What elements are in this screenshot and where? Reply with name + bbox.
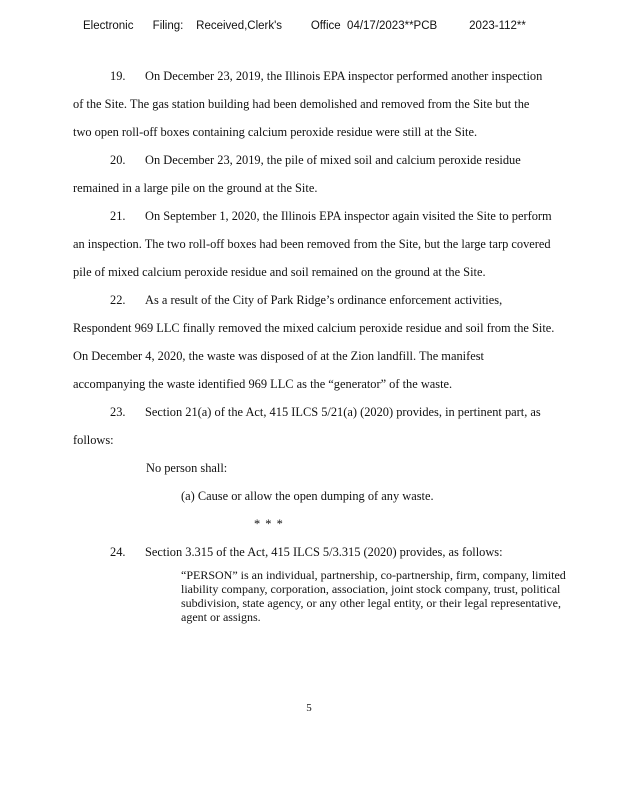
header-date: 04/17/2023**PCB <box>347 20 438 32</box>
paragraph-text: On December 23, 2019, the pile of mixed soil and calcium peroxide residue <box>145 153 521 167</box>
paragraph-19-line-1 <box>73 62 579 90</box>
paragraph-23-line-2: follows: <box>73 433 114 447</box>
omission-asterisks: * * * <box>254 517 283 531</box>
header-filing: Filing: <box>152 20 184 32</box>
document-body <box>73 62 579 624</box>
paragraph-22-line-1 <box>73 286 579 314</box>
paragraph-text: Section 3.315 of the Act, 415 ILCS 5/3.315 (2020) provides, as follows: <box>145 545 503 559</box>
paragraph-21-line-2: an inspection. The two roll-off boxes had been removed from the Site, but the large tarp covered <box>73 237 551 251</box>
paragraph-text: On September 1, 2020, the Illinois EPA inspector again visited the Site to perform <box>145 209 552 223</box>
header-case-number: 2023-112** <box>469 20 526 32</box>
paragraph-22-line-2: Respondent 969 LLC finally removed the mixed calcium peroxide residue and soil from the Site. <box>73 321 555 335</box>
paragraph-number: 23. <box>110 405 126 419</box>
paragraph-text: On December 23, 2019, the Illinois EPA inspector performed another inspection <box>145 69 543 83</box>
header-received: Received,Clerk's <box>196 20 283 32</box>
paragraph-text: As a result of the City of Park Ridge’s ordinance enforcement activities, <box>145 293 503 307</box>
paragraph-number: 21. <box>110 209 126 223</box>
paragraph-19-line-3: two open roll-off boxes containing calcium peroxide residue were still at the Site. <box>73 125 478 139</box>
paragraph-21-line-3: pile of mixed calcium peroxide residue and soil remained on the ground at the Site. <box>73 265 486 279</box>
quote-item-a: (a) Cause or allow the open dumping of any waste. <box>181 489 434 503</box>
paragraph-text: Section 21(a) of the Act, 415 ILCS 5/21(a) (2020) provides, in pertinent part, as <box>145 405 541 419</box>
paragraph-number: 19. <box>110 69 126 83</box>
paragraph-20-line-1 <box>73 146 579 174</box>
paragraph-22-line-4: accompanying the waste identified 969 LLC as the “generator” of the waste. <box>73 377 453 391</box>
header-electronic: Electronic <box>83 20 134 32</box>
paragraph-24-line-1 <box>73 538 579 566</box>
person-definition-quote: “PERSON” is an individual, partnership, co-partnership, firm, company, limited liability company, corporation, association, joint stock company, trust, political subdivision, state agency, or any other legal entity, or their legal representative, agent or assigns. <box>181 568 566 624</box>
header-office: Office <box>310 20 341 32</box>
paragraph-23-line-1 <box>73 398 579 426</box>
paragraph-number: 22. <box>110 293 126 307</box>
paragraph-20-line-2: remained in a large pile on the ground at the Site. <box>73 181 318 195</box>
filing-header <box>83 20 526 32</box>
paragraph-number: 24. <box>110 545 126 559</box>
paragraph-21-line-1 <box>73 202 579 230</box>
paragraph-number: 20. <box>110 153 126 167</box>
paragraph-19-line-2: of the Site. The gas station building had been demolished and removed from the Site but the <box>73 97 530 111</box>
quote-intro: No person shall: <box>146 461 228 475</box>
paragraph-22-line-3: On December 4, 2020, the waste was disposed of at the Zion landfill. The manifest <box>73 349 484 363</box>
page-number: 5 <box>306 702 312 714</box>
